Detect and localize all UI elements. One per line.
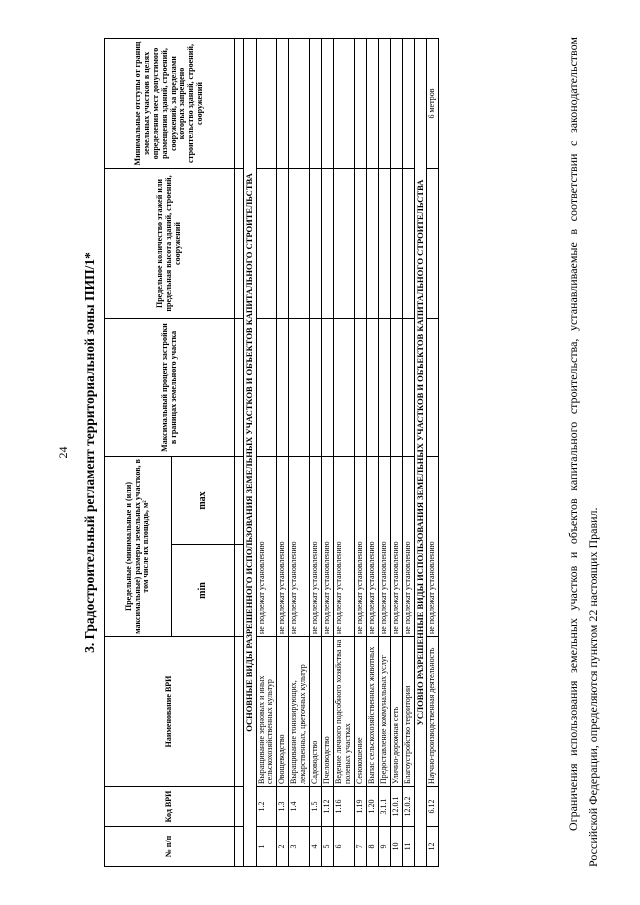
row-num: 4 [310,827,322,867]
row-code: 1.2 [256,787,277,827]
row-percent [322,319,334,457]
row-percent [367,319,379,457]
footnote: Ограничения использования земельных участков и объектов капитального строительства, устанавливаемые в соответствии с законодательством Российской Федерации, определяются пунктом 22 настоящих Правил. [566,37,600,867]
row-setback [355,39,367,169]
row-size: не подлежат установлению [277,457,289,637]
header-code: Код ВРИ [105,787,235,827]
header-max: max [172,457,235,545]
row-num: 2 [277,827,289,867]
row-name: Пчеловодство [322,637,334,787]
row-percent [355,319,367,457]
row-size: не подлежат установлению [379,457,391,637]
row-num: 9 [379,827,391,867]
row-name: Благоустройство территории [402,637,414,787]
row-floors [310,169,322,319]
row-percent [390,319,402,457]
table-body [235,39,439,867]
row-num: 11 [402,827,414,867]
row-percent [277,319,289,457]
section-conditional-title: УСЛОВНО РАЗРЕШЕННЫЕ ВИДЫ ИСПОЛЬЗОВАНИЯ ЗЕМЕЛЬНЫХ УЧАСТКОВ И ОБЪЕКТОВ КАПИТАЛЬНОГО СТРОИТЕЛЬСТВА [414,39,427,867]
row-code: 12.0.2 [402,787,414,827]
table-row [334,39,355,867]
row-name: Сенокошение [355,637,367,787]
section-row-conditional [414,39,427,867]
row-floors [334,169,355,319]
row-percent [289,319,310,457]
row-num: 5 [322,827,334,867]
gap-row [235,39,244,867]
table-row [322,39,334,867]
table-row [289,39,310,867]
section-main-title: ОСНОВНЫЕ ВИДЫ РАЗРЕШЕННОГО ИСПОЛЬЗОВАНИЯ ЗЕМЕЛЬНЫХ УЧАСТКОВ И ОБЪЕКТОВ КАПИТАЛЬНОГО СТРОИТЕЛЬСТВА [244,39,257,867]
row-size: не подлежат установлению [390,457,402,637]
row-percent [310,319,322,457]
row-size: не подлежат установлению [289,457,310,637]
page-number: 24 [56,446,70,459]
row-size: не подлежат установлению [256,457,277,637]
table-row [256,39,277,867]
regulation-table [104,38,439,867]
row-floors [379,169,391,319]
row-floors [402,169,414,319]
row-floors [277,169,289,319]
row-code: 1.19 [355,787,367,827]
row-num: 7 [355,827,367,867]
row-name: Выпас сельскохозяйственных животных [367,637,379,787]
row-name: Улично-дорожная сеть [390,637,402,787]
row-name: Выращивание тонизирующих, лекарственных, цветочных культур [289,637,310,787]
row-floors [367,169,379,319]
row-code: 1.3 [277,787,289,827]
row-name: Овощеводство [277,637,289,787]
row-code: 1.5 [310,787,322,827]
row-percent [334,319,355,457]
table-row [427,39,439,867]
table-row [367,39,379,867]
header-size-group: Предельные (минимальные и (или) максимальные) размеры земельных участков, в том числе их площадь, м² [105,457,172,637]
row-floors [427,169,439,319]
row-floors [256,169,277,319]
row-name: Научно-производственная деятельность [427,637,439,787]
row-name: Ведение личного подсобного хозяйства на полевых участках [334,637,355,787]
header-percent: Максимальный процент застройки в границах земельного участка [105,319,235,457]
row-num: 10 [390,827,402,867]
row-code: 1.12 [322,787,334,827]
row-size: не подлежат установлению [402,457,414,637]
row-code: 1.4 [289,787,310,827]
header-row [105,39,172,867]
header-name: Наименование ВРИ [105,637,235,787]
table-row [402,39,414,867]
row-setback [390,39,402,169]
header-min: min [172,545,235,637]
row-num: 12 [427,827,439,867]
row-percent [256,319,277,457]
row-floors [289,169,310,319]
row-setback [277,39,289,169]
table-row [390,39,402,867]
row-setback [334,39,355,169]
row-size: не подлежат установлению [322,457,334,637]
row-setback [256,39,277,169]
row-code: 3.1.1 [379,787,391,827]
header-floors: Предельное количество этажей или предельная высота зданий, строений, сооружений [105,169,235,319]
row-size: не подлежат установлению [367,457,379,637]
row-setback: 6 метров [427,39,439,169]
row-num: 6 [334,827,355,867]
row-code: 12.0.1 [390,787,402,827]
header-num: № п/п [105,827,235,867]
table-row [355,39,367,867]
row-floors [322,169,334,319]
row-percent [427,319,439,457]
row-size: не подлежат установлению [334,457,355,637]
row-percent [402,319,414,457]
row-setback [379,39,391,169]
row-setback [289,39,310,169]
table-row [277,39,289,867]
row-floors [355,169,367,319]
row-setback [310,39,322,169]
table-row [379,39,391,867]
row-setback [402,39,414,169]
row-name: Предоставление коммунальных услуг [379,637,391,787]
row-percent [379,319,391,457]
row-setback [322,39,334,169]
row-name: Садоводство [310,637,322,787]
row-size: не подлежат установлению [310,457,322,637]
row-size: не подлежат установлению [355,457,367,637]
row-num: 8 [367,827,379,867]
row-size: не подлежат установлению [427,457,439,637]
row-num: 1 [256,827,277,867]
header-setback: Минимальные отступы от границ земельных участков в целях определения мест допустимого размещения зданий, строений, сооружений, за пределами которых запрещено строительство зданий, строений, сооружений [105,39,235,169]
section-row-main [244,39,257,867]
row-floors [390,169,402,319]
row-code: 6.12 [427,787,439,827]
row-setback [367,39,379,169]
table-row [310,39,322,867]
row-code: 1.16 [334,787,355,827]
row-code: 1.20 [367,787,379,827]
row-num: 3 [289,827,310,867]
page-title: 3. Градостроительный регламент территориальной зоны ПИП/1* [82,252,97,653]
row-name: Выращивание зерновых и иных сельскохозяйственных культур [256,637,277,787]
